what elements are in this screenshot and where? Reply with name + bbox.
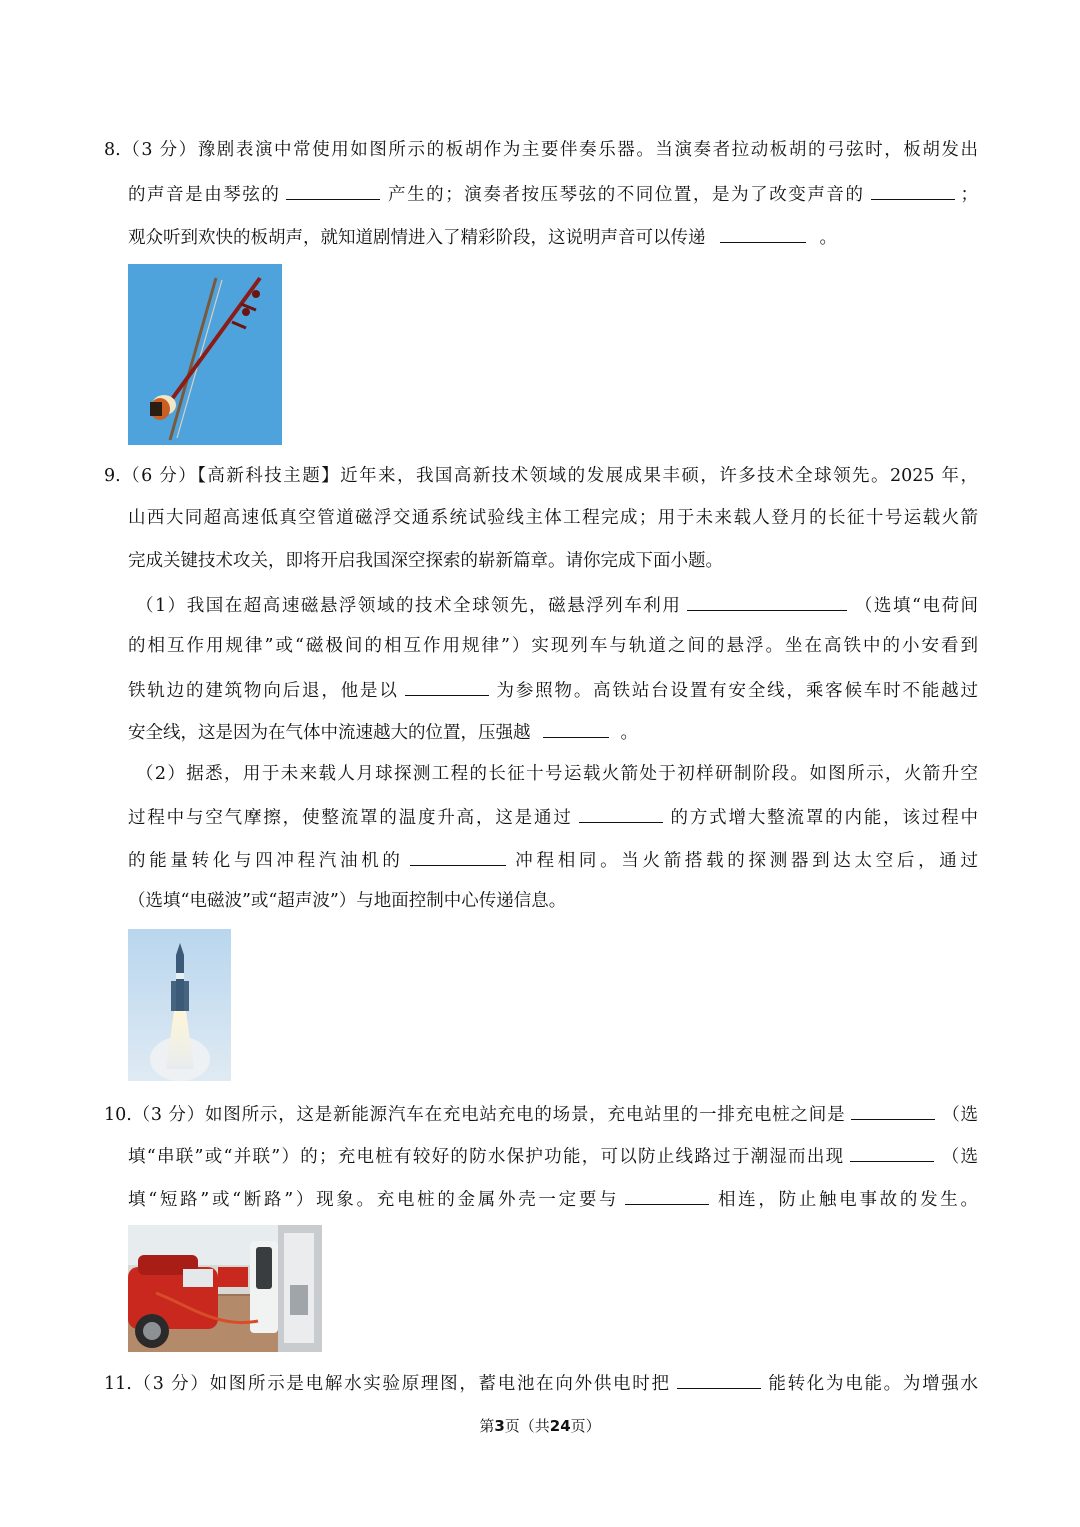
q8-text: 观众听到欢快的板胡声，就知道剧情进入了精彩阶段，这说明声音可以传递 [128,228,706,248]
q10-text: 填“短路”或“断路”）现象。充电桩的金属外壳一定要与 [128,1190,620,1210]
q9-text: 。 [620,723,638,743]
total-pages-number: 24 [549,1417,571,1435]
q9-answer-blank-4[interactable] [579,804,663,823]
charging-station-image [128,1225,322,1352]
q9-part1-line-3 [128,677,978,703]
q9-text: （1）我国在超高速磁悬浮领域的技术全球领先，磁悬浮列车利用 [136,596,682,616]
charging-station-illustration [128,1225,322,1352]
q9-answer-blank-2[interactable] [405,677,489,696]
q9-text: （选填“电荷间 [853,596,978,616]
q9-part1-line-4 [128,719,978,745]
q9-text: 铁轨边的建筑物向后退，他是以 [128,681,399,701]
footer-text: 页） [570,1417,601,1435]
q11-line-1 [104,1370,978,1396]
q9-answer-blank-1[interactable] [687,592,847,611]
q11-answer-blank-1[interactable] [677,1370,761,1389]
q10-line-1 [104,1101,978,1127]
q8-line-2 [128,181,978,207]
q8-line-1: 8.（3 分）豫剧表演中常使用如图所示的板胡作为主要伴奏乐器。当演奏者拉动板胡的弓弦时，板胡发出 [104,140,978,160]
banhu-image [128,264,282,445]
q8-text: 的声音是由琴弦的 [128,185,281,205]
q9-answer-blank-5[interactable] [410,847,506,866]
q9-part1-line-2: 的相互作用规律”或“磁极间的相互作用规律”）实现列车与轨道之间的悬浮。坐在高铁中的小安看到 [128,636,978,656]
q10-text: 相连，防止触电事故的发生。 [715,1190,978,1210]
q10-text: （选 [941,1105,978,1125]
q10-answer-blank-3[interactable] [625,1186,709,1205]
q11-text: 能转化为电能。为增强水 [766,1374,979,1394]
q10-line-3 [128,1186,978,1212]
q9-text: 冲程相同。当火箭搭载的探测器到达太空后，通过 [511,851,979,871]
q10-answer-blank-2[interactable] [850,1143,934,1162]
q11-text: 11.（3 分）如图所示是电解水实验原理图，蓄电池在向外供电时把 [104,1374,671,1394]
q9-answer-blank-3[interactable] [543,719,609,738]
q9-part1-line-1 [136,592,978,618]
q9-part2-line-1: （2）据悉，用于未来载人月球探测工程的长征十号运载火箭处于初样研制阶段。如图所示，火箭升空 [136,764,978,784]
q10-text: （选 [940,1147,978,1167]
q9-part2-line-3 [128,847,978,873]
q9-part2-line-4: （选填“电磁波”或“超声波”）与地面控制中心传递信息。 [128,891,567,911]
q9-line-3: 完成关键技术攻关，即将开启我国深空探索的崭新篇章。请你完成下面小题。 [128,551,723,571]
q9-line-2: 山西大同超高速低真空管道磁浮交通系统试验线主体工程完成；用于未来载人登月的长征十号运载火箭 [128,508,978,528]
rocket-image [128,929,231,1081]
q10-line-2 [128,1143,978,1169]
q9-text: 安全线，这是因为在气体中流速越大的位置，压强越 [128,723,531,743]
q8-line-3 [128,224,978,250]
q8-answer-blank-2[interactable] [871,181,955,200]
q8-answer-blank-1[interactable] [286,181,380,200]
q8-text: ； [960,185,979,205]
q8-text: 产生的；演奏者按压琴弦的不同位置，是为了改变声音的 [386,185,865,205]
rocket-illustration [128,929,231,1081]
q9-text: 的能量转化与四冲程汽油机的 [128,851,404,871]
q10-text: 填“串联”或“并联”）的；充电桩有较好的防水保护功能，可以防止线路过于潮湿而出现 [128,1147,845,1167]
q9-text: 为参照物。高铁站台设置有安全线，乘客候车时不能越过 [494,681,979,701]
q9-line-1: 9.（6 分）【高新科技主题】近年来，我国高新技术领域的发展成果丰硕，许多技术全球领先。2025 年， [104,466,978,486]
q9-part2-line-2 [128,804,978,830]
q8-answer-blank-3[interactable] [720,224,806,243]
q9-text: 过程中与空气摩擦，使整流罩的温度升高，这是通过 [128,808,573,828]
banhu-illustration [128,264,282,445]
current-page-number: 3 [494,1417,505,1435]
q8-text: 。 [819,228,837,248]
footer-text: 第 [479,1417,495,1435]
q10-text: 10.（3 分）如图所示，这是新能源汽车在充电站充电的场景，充电站里的一排充电桩之间是 [104,1105,846,1125]
q9-text: 的方式增大整流罩的内能，该过程中 [668,808,979,828]
page-footer [0,1415,1080,1436]
q10-answer-blank-1[interactable] [851,1101,935,1120]
footer-text: 页（共 [504,1417,550,1435]
